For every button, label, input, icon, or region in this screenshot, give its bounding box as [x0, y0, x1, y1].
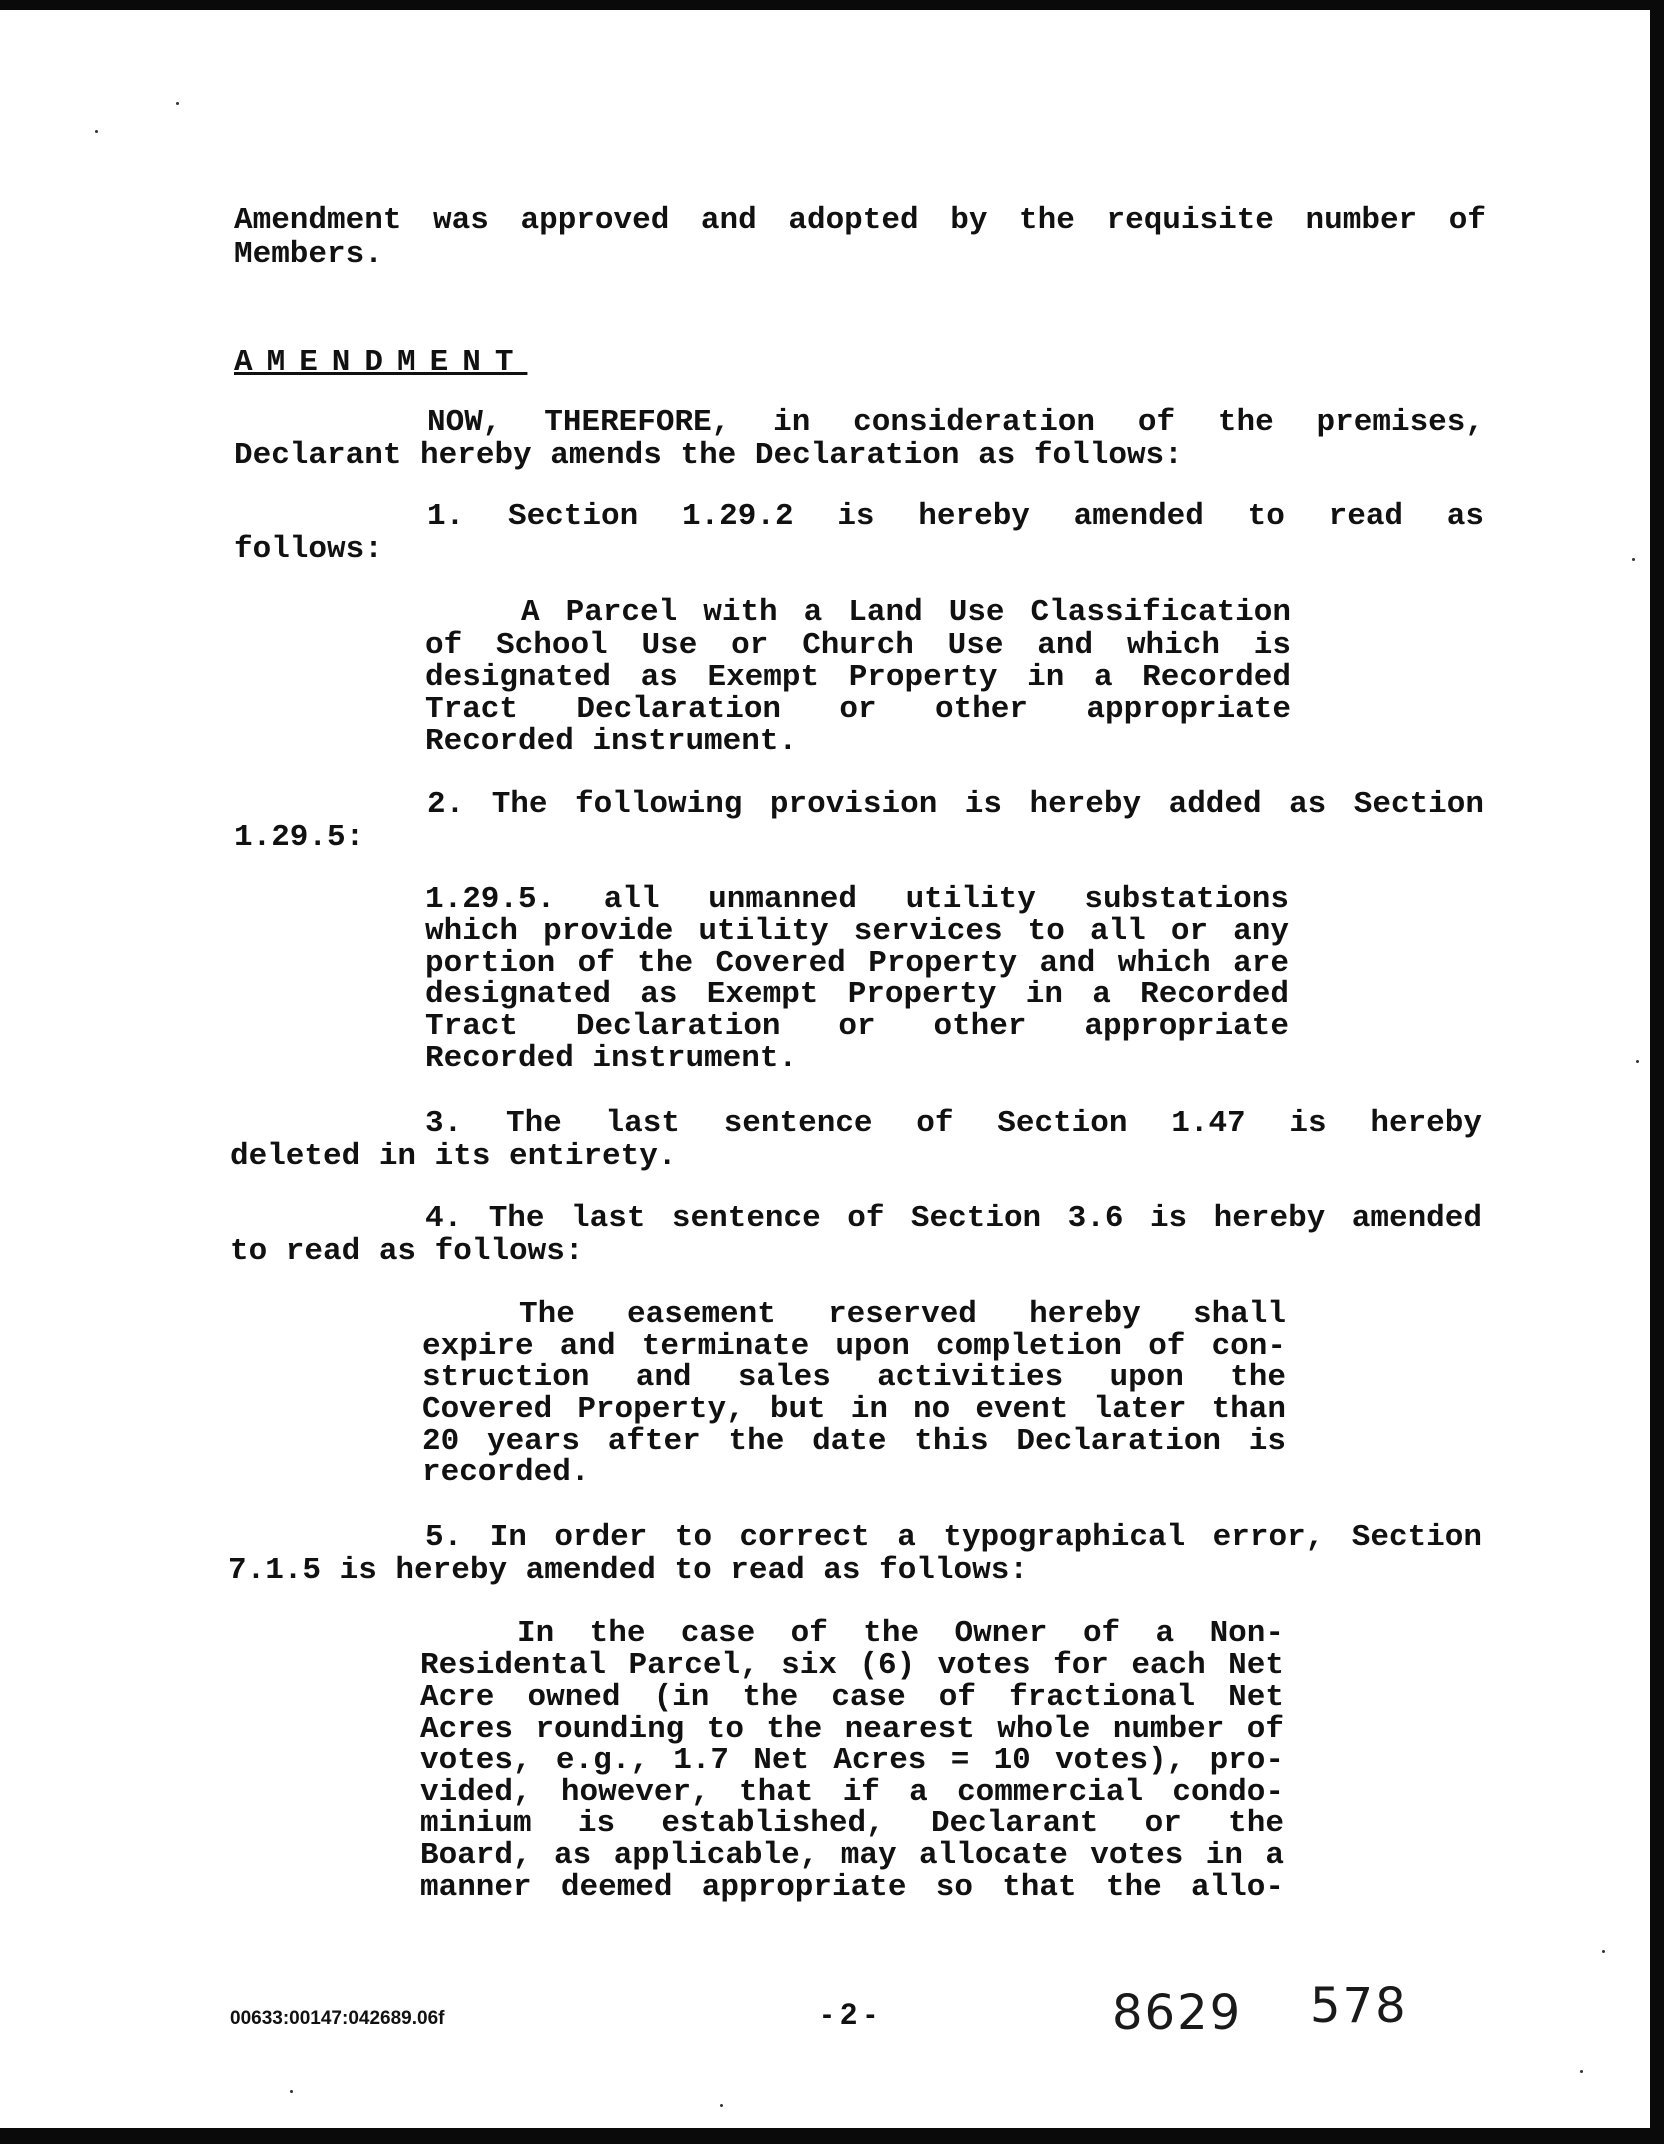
stamp-number-left: 8629	[1112, 1985, 1243, 2041]
document-page	[0, 10, 1650, 2128]
item-1-quote-1: A Parcel with a Land Use Classification	[521, 595, 1291, 630]
item-1-quote-4: Tract Declaration or other appropriate	[425, 692, 1291, 727]
item-1-line-2: follows:	[234, 532, 383, 567]
item-4-quote-6: recorded.	[422, 1455, 590, 1490]
scan-speck	[1636, 1060, 1639, 1063]
scan-speck	[95, 130, 98, 133]
item-5-quote-6: vided, however, that if a commercial condo-	[420, 1775, 1284, 1810]
amendment-heading: AMENDMENT	[234, 345, 528, 380]
scan-speck	[290, 2090, 293, 2093]
item-5-quote-5: votes, e.g., 1.7 Net Acres = 10 votes), pro-	[420, 1743, 1284, 1778]
scan-speck	[1602, 1950, 1605, 1953]
item-5-line-1: 5. In order to correct a typographical error, Section	[425, 1520, 1482, 1555]
item-5-quote-8: Board, as applicable, may allocate votes in a	[420, 1838, 1284, 1873]
item-3-line-1: 3. The last sentence of Section 1.47 is hereby	[425, 1106, 1482, 1141]
item-5-quote-2: Residental Parcel, six (6) votes for each Net	[420, 1648, 1284, 1683]
item-4-quote-1: The easement reserved hereby shall	[519, 1297, 1286, 1332]
item-2-line-2: 1.29.5:	[234, 820, 365, 855]
item-2-quote-6: Recorded instrument.	[425, 1041, 798, 1076]
intro-line-2: Members.	[234, 237, 383, 272]
preamble-line-2: Declarant hereby amends the Declaration as follows:	[234, 438, 1183, 473]
item-2-quote-1: 1.29.5. all unmanned utility substations	[425, 882, 1289, 917]
item-3-line-2: deleted in its entirety.	[230, 1139, 677, 1174]
item-4-line-1: 4. The last sentence of Section 3.6 is hereby amended	[425, 1201, 1482, 1236]
page-number: - 2 -	[822, 1998, 876, 2031]
item-4-line-2: to read as follows:	[230, 1234, 584, 1269]
item-1-line-1: 1. Section 1.29.2 is hereby amended to read as	[427, 499, 1484, 534]
item-4-quote-2: expire and terminate upon completion of con-	[422, 1329, 1286, 1364]
scan-speck	[1580, 2070, 1583, 2073]
item-1-quote-5: Recorded instrument.	[425, 724, 798, 759]
item-5-line-2: 7.1.5 is hereby amended to read as follows:	[228, 1553, 1028, 1588]
item-4-quote-5: 20 years after the date this Declaration is	[422, 1424, 1286, 1459]
item-2-quote-4: designated as Exempt Property in a Recorded	[425, 977, 1289, 1012]
item-2-quote-3: portion of the Covered Property and which are	[425, 946, 1289, 981]
item-2-quote-2: which provide utility services to all or any	[425, 914, 1289, 949]
preamble-line-1: NOW, THEREFORE, in consideration of the premises,	[427, 405, 1484, 440]
item-5-quote-7: minium is established, Declarant or the	[420, 1806, 1284, 1841]
item-5-quote-9: manner deemed appropriate so that the allo-	[420, 1870, 1284, 1905]
stamp-number-right: 578	[1310, 1978, 1408, 2034]
item-5-quote-4: Acres rounding to the nearest whole number of	[420, 1712, 1284, 1747]
intro-line-1: Amendment was approved and adopted by the requisite number of	[234, 203, 1486, 238]
item-5-quote-1: In the case of the Owner of a Non-	[517, 1616, 1284, 1651]
item-1-quote-3: designated as Exempt Property in a Recorded	[425, 660, 1291, 695]
scan-speck	[1632, 558, 1635, 561]
item-4-quote-3: struction and sales activities upon the	[422, 1360, 1286, 1395]
scan-speck	[720, 2104, 723, 2107]
item-1-quote-2: of School Use or Church Use and which is	[425, 628, 1291, 663]
document-code: 00633:00147:042689.06f	[230, 2008, 445, 2029]
item-2-line-1: 2. The following provision is hereby added as Section	[427, 787, 1484, 822]
scan-speck	[176, 102, 179, 105]
item-2-quote-5: Tract Declaration or other appropriate	[425, 1009, 1289, 1044]
item-5-quote-3: Acre owned (in the case of fractional Net	[420, 1680, 1284, 1715]
item-4-quote-4: Covered Property, but in no event later than	[422, 1392, 1286, 1427]
